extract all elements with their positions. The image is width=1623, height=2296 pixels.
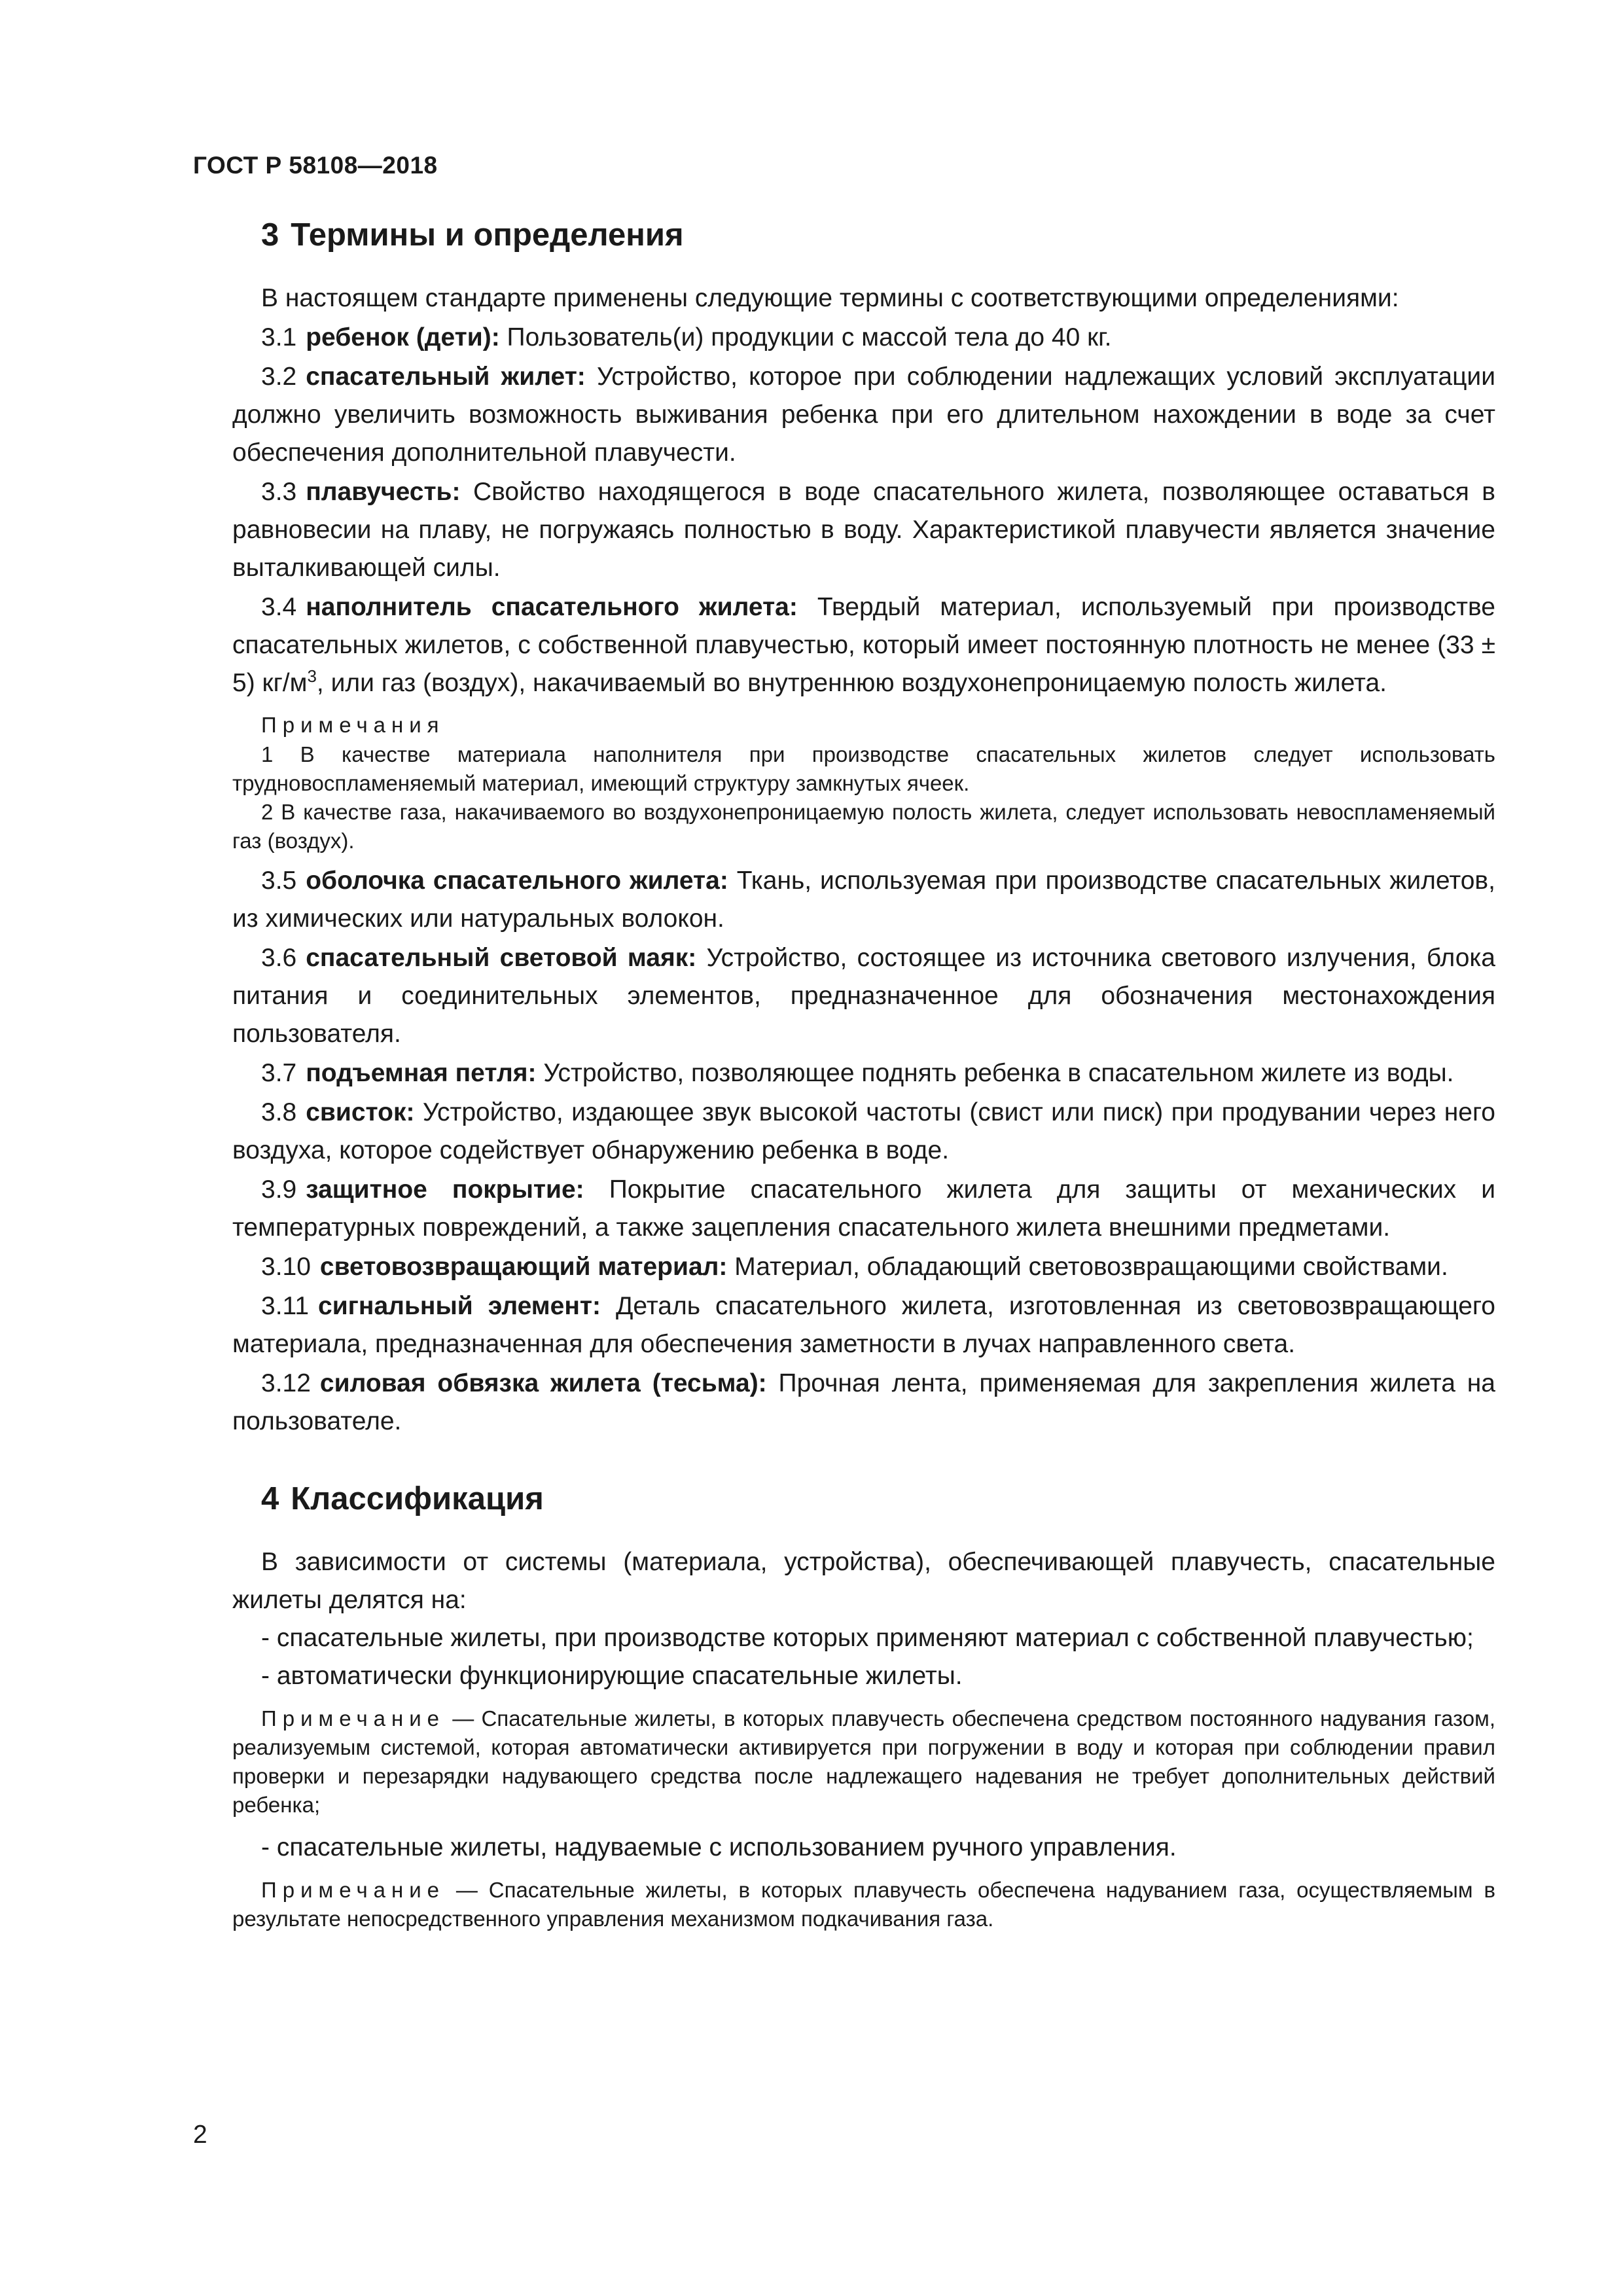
term-3-8 bbox=[232, 1094, 1495, 1170]
term-definition: Твердый материал, используемый при производстве спасательных жилетов, с собственной плавучестью, который имеет постоянную плотность не менее (33 ± 5) кг/м bbox=[232, 592, 1495, 697]
term-definition: Устройство, позволяющее поднять ребенка в спасательном жилете из воды. bbox=[543, 1058, 1454, 1087]
term-number: 3.8 bbox=[261, 1098, 297, 1126]
term-3-11 bbox=[232, 1287, 1495, 1363]
term-definition: Деталь спасательного жилета, изготовленная из световозвращающего материала, предназначенная для обеспечения заметности в лучах направленного света. bbox=[232, 1291, 1495, 1358]
term-number: 3.1 bbox=[261, 323, 297, 351]
term-definition: Пользователь(и) продукции с массой тела до 40 кг. bbox=[507, 323, 1112, 351]
list-item-3: - спасательные жилеты, надуваемые с использованием ручного управления. bbox=[261, 1833, 1177, 1861]
section-3-intro: В настоящем стандарте применены следующие термины с соответствующими определениями: bbox=[261, 283, 1399, 312]
term-name: спасательный жилет: bbox=[306, 362, 586, 391]
term-name: подъемная петля: bbox=[306, 1058, 537, 1087]
page-content bbox=[232, 216, 1495, 1943]
term-definition: Устройство, которое при соблюдении надлежащих условий эксплуатации должно увеличить возможность выживания ребенка при его длительном нахождении в воде за счет обеспечения дополнительной плавучести. bbox=[232, 362, 1495, 467]
term-definition: Устройство, состоящее из источника светового излучения, блока питания и соединительных элементов, предназначенное для обозначения местонахождения пользователя. bbox=[232, 943, 1495, 1048]
term-name: защитное покрытие: bbox=[306, 1175, 584, 1204]
term-3-3 bbox=[232, 473, 1495, 587]
note-2: 2 В качестве газа, накачиваемого во воздухонепроницаемую полость жилета, следует использовать невоспламеняемый газ (воздух). bbox=[232, 799, 1495, 853]
term-name: плавучесть: bbox=[306, 477, 461, 506]
term-3-6 bbox=[232, 939, 1495, 1053]
term-name: свисток: bbox=[306, 1098, 415, 1126]
term-name: световозвращающий материал: bbox=[319, 1252, 728, 1281]
note-automatic bbox=[232, 1704, 1495, 1820]
term-number: 3.5 bbox=[261, 866, 297, 895]
note-text: — Спасательные жилеты, в которых плавучесть обеспечена средством постоянного надувания газом, реализуемым системой, которая автоматически активируется при погружении в воду и которая при соблюдении правил проверки и перезарядки надувающего средства после надлежащего надевания не требует дополнительных действий ребенка; bbox=[232, 1706, 1495, 1817]
term-definition: Устройство, издающее звук высокой частоты (свист или писк) при продувании через него воздуха, которое содействует обнаружению ребенка в воде. bbox=[232, 1098, 1495, 1164]
list-item-1: - спасательные жилеты, при производстве которых применяют материал с собственной плавучестью; bbox=[261, 1623, 1474, 1652]
term-name: ребенок (дети): bbox=[306, 323, 500, 351]
note-text: — Спасательные жилеты, в которых плавучесть обеспечена надуванием газа, осуществляемым в результате непосредственного управления механизмом подкачивания газа. bbox=[232, 1877, 1495, 1931]
section-title: Классификация bbox=[291, 1480, 544, 1516]
notes-heading: Примечания bbox=[261, 712, 445, 737]
page-number: 2 bbox=[193, 2121, 207, 2149]
term-name: наполнитель спасательного жилета: bbox=[306, 592, 798, 621]
term-definition: Прочная лента, применяемая для закрепления жилета на пользователе. bbox=[232, 1369, 1495, 1435]
term-number: 3.7 bbox=[261, 1058, 297, 1087]
term-3-4 bbox=[232, 588, 1495, 702]
term-number: 3.2 bbox=[261, 362, 297, 391]
term-3-1 bbox=[232, 319, 1495, 357]
list-item-2: - автоматически функционирующие спасательные жилеты. bbox=[261, 1661, 963, 1690]
term-number: 3.10 bbox=[261, 1252, 311, 1281]
term-3-2 bbox=[232, 358, 1495, 472]
term-number: 3.4 bbox=[261, 592, 297, 621]
term-definition: Покрытие спасательного жилета для защиты от механических и температурных повреждений, а также зацепления спасательного жилета внешними предметами. bbox=[232, 1175, 1495, 1242]
term-3-9 bbox=[232, 1171, 1495, 1247]
term-definition-cont: , или газ (воздух), накачиваемый во внутреннюю воздухонепроницаемую полость жилета. bbox=[316, 668, 1387, 697]
term-3-12 bbox=[232, 1365, 1495, 1441]
section-3-heading bbox=[232, 216, 1495, 255]
document-header: ГОСТ Р 58108—2018 bbox=[193, 152, 438, 179]
note-manual bbox=[232, 1876, 1495, 1933]
term-3-5 bbox=[232, 862, 1495, 938]
note-label: Примечание bbox=[261, 1706, 446, 1731]
section-title: Термины и определения bbox=[291, 217, 684, 253]
term-number: 3.9 bbox=[261, 1175, 297, 1204]
term-3-10 bbox=[232, 1248, 1495, 1286]
note-label: Примечание bbox=[261, 1877, 446, 1902]
term-name: спасательный световой маяк: bbox=[306, 943, 697, 972]
term-definition: Свойство находящегося в воде спасательного жилета, позволяющее оставаться в равновесии на плаву, не погружаясь полностью в воду. Характеристикой плавучести является значение выталкивающей силы. bbox=[232, 477, 1496, 582]
notes-block bbox=[232, 710, 1495, 855]
term-name: оболочка спасательного жилета: bbox=[306, 866, 728, 895]
superscript: 3 bbox=[307, 666, 317, 686]
term-definition: Ткань, используемая при производстве спасательных жилетов, из химических или натуральных волокон. bbox=[232, 866, 1495, 933]
section-4-heading bbox=[232, 1480, 1495, 1518]
term-name: сигнальный элемент: bbox=[318, 1291, 601, 1320]
term-number: 3.6 bbox=[261, 943, 297, 972]
term-name: силовая обвязка жилета (тесьма): bbox=[319, 1369, 767, 1397]
term-number: 3.3 bbox=[261, 477, 297, 506]
term-number: 3.12 bbox=[261, 1369, 311, 1397]
section-number: 4 bbox=[261, 1480, 279, 1516]
term-3-7 bbox=[232, 1054, 1495, 1092]
term-definition: Материал, обладающий световозвращающими свойствами. bbox=[734, 1252, 1448, 1281]
section-4-intro: В зависимости от системы (материала, устройства), обеспечивающей плавучесть, спасательные жилеты делятся на: bbox=[232, 1547, 1495, 1614]
section-number: 3 bbox=[261, 217, 279, 253]
note-1: 1 В качестве материала наполнителя при производстве спасательных жилетов следует использовать трудновоспламеняемый материал, имеющий структуру замкнутых ячеек. bbox=[232, 742, 1495, 795]
term-number: 3.11 bbox=[261, 1291, 310, 1320]
